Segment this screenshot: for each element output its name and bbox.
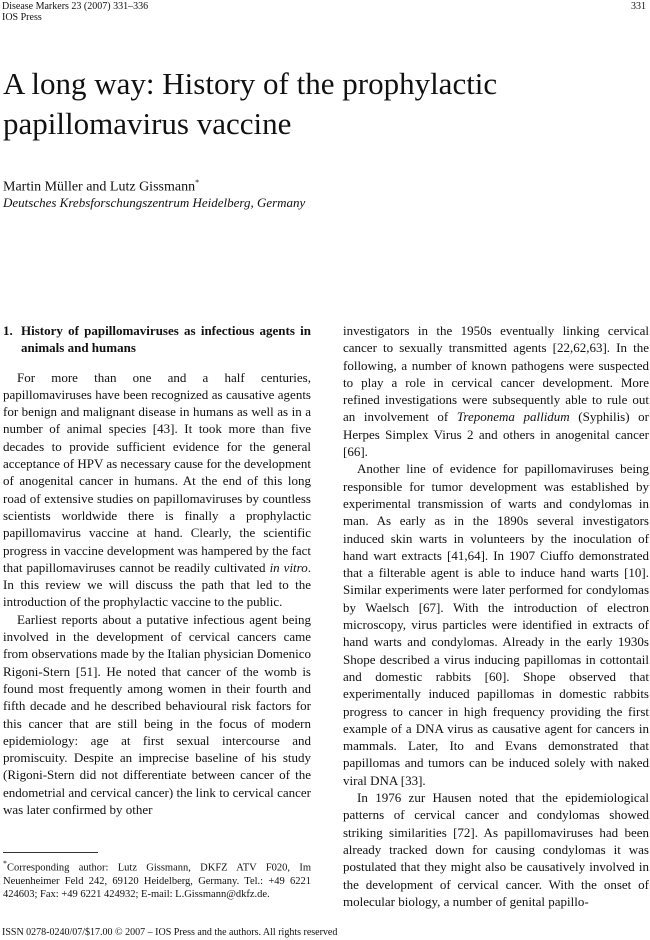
paragraph-text: For more than one and a half centuries, papillomaviruses have been recognized as causative agents for benign and malignant disease in humans as well as in a number of animal species [43]. It took more than five decades to provide sufficient evidence for the general acceptance of HPV as necessary cause for the development of anogenital cancer in humans. At the end of this long road of extensive studies on papillomaviruses by countless scientists worldwide there is finally a prophylactic papillomavirus vaccine at hand. Clearly, the scientific progress in vaccine development was hampered by the fact that papillomaviruses cannot be readily cultivated — [3, 369, 312, 575]
section-number: 1. — [3, 323, 13, 338]
paragraph: In 1976 zur Hausen noted that the epidemiological patterns of cervical cancer and condylomas showed striking similarities [72]. As papillomaviruses had been already tracked down for causing condylomas it was postulated that they might also be causatively involved in the development of cervical cancer. With the onset of molecular biology, a number of genital papillo- — [343, 790, 649, 909]
footnote-mark: * — [3, 859, 7, 868]
section-heading — [3, 322, 311, 357]
paragraph-text: investigators in the 1950s eventually linking cervical cancer to sexually transmitted agents [22,62,63]. In the following, a number of known pathogens were suspected to play a role in cervical cancer development. More refined investigations were subsequently able to rule out an involvement of — [343, 323, 649, 425]
running-header — [2, 1, 148, 23]
page-number: 331 — [631, 1, 646, 12]
author-names: Martin Müller and Lutz Gissmann — [3, 179, 196, 195]
publisher-name: IOS Press — [2, 12, 42, 23]
article-title: A long way: History of the prophylactic papillomavirus vaccine — [3, 66, 498, 141]
left-column — [3, 322, 311, 818]
italic-term: Treponema pallidum — [456, 409, 570, 425]
paragraph-text: (Syphilis) or Herpes Simplex Virus 2 and others in anogenital cancer [66]. — [343, 409, 649, 460]
paragraph: Earliest reports about a putative infectious agent being involved in the development of cervical cancers came from observations made by the Italian physician Domenico Rigoni-Stern [51]. He noted that cancer of the womb is found most frequently among women in their fourth and fifth decade and he described behavioural risk factors for this cancer that are still being in the focus of modern epidemiology: age at first sexual intercourse and promiscuity. Despite an imprecise baseline of his study (Rigoni-Stern did not differentiate between cancer of the endometrial and cervical cancer) the link to cervical cancer was later confirmed by other — [3, 611, 311, 818]
paragraph — [3, 369, 311, 611]
affiliation: Deutsches Krebsforschungszentrum Heidelberg, Germany — [3, 195, 306, 210]
right-column — [343, 322, 649, 910]
author-line — [3, 178, 199, 196]
paragraph-text: . In this review we will discuss the path that led to the introduction of the prophylactic vaccine to the public. — [3, 559, 311, 610]
paragraph: Another line of evidence for papillomaviruses being responsible for tumor development was established by experimental transmission of warts and condylomas in man. As early as in the 1890s several investigators induced skin warts in volunteers by the inoculation of hand wart extracts [41,64]. In 1907 Ciuffo demonstrated that a filterable agent is able to induce hand warts [10]. Similar experiments were later performed for condylomas by Waelsch [67]. With the introduction of electron microscopy, virus particles were identified in extracts of hand warts and condylomas. Already in the early 1930s Shope described a virus inducing papillomas in cottontail and domestic rabbits [60]. Shope observed that experimentally induced papillomas in domestic rabbits progress to cancer in high frequency providing the first example of a DNA virus as causative agent for cancers in mammals. Later, Ito and Evans demonstrated that papillomas and tumors can be induced solely with naked viral DNA [33]. — [343, 461, 649, 788]
paragraph — [343, 322, 649, 460]
journal-citation: Disease Markers 23 (2007) 331–336 — [2, 1, 149, 12]
section-title: History of papillomaviruses as infectious agents in animals and humans — [21, 323, 311, 356]
copyright-footer: ISSN 0278-0240/07/$17.00 © 2007 – IOS Press and the authors. All rights reserved — [2, 927, 338, 938]
footnote-divider — [3, 852, 98, 853]
footnote-text: Corresponding author: Lutz Gissmann, DKFZ ATV F020, Im Neuenheimer Feld 242, 69120 Heidelberg, Germany. Tel.: +49 6221 424603; Fax: +49 6221 424932; E-mail: L.Gissmann@dkfz.de. — [3, 862, 311, 900]
italic-term: in vitro — [269, 559, 308, 575]
footnote — [3, 857, 311, 901]
author-footnote-mark: * — [195, 178, 200, 187]
